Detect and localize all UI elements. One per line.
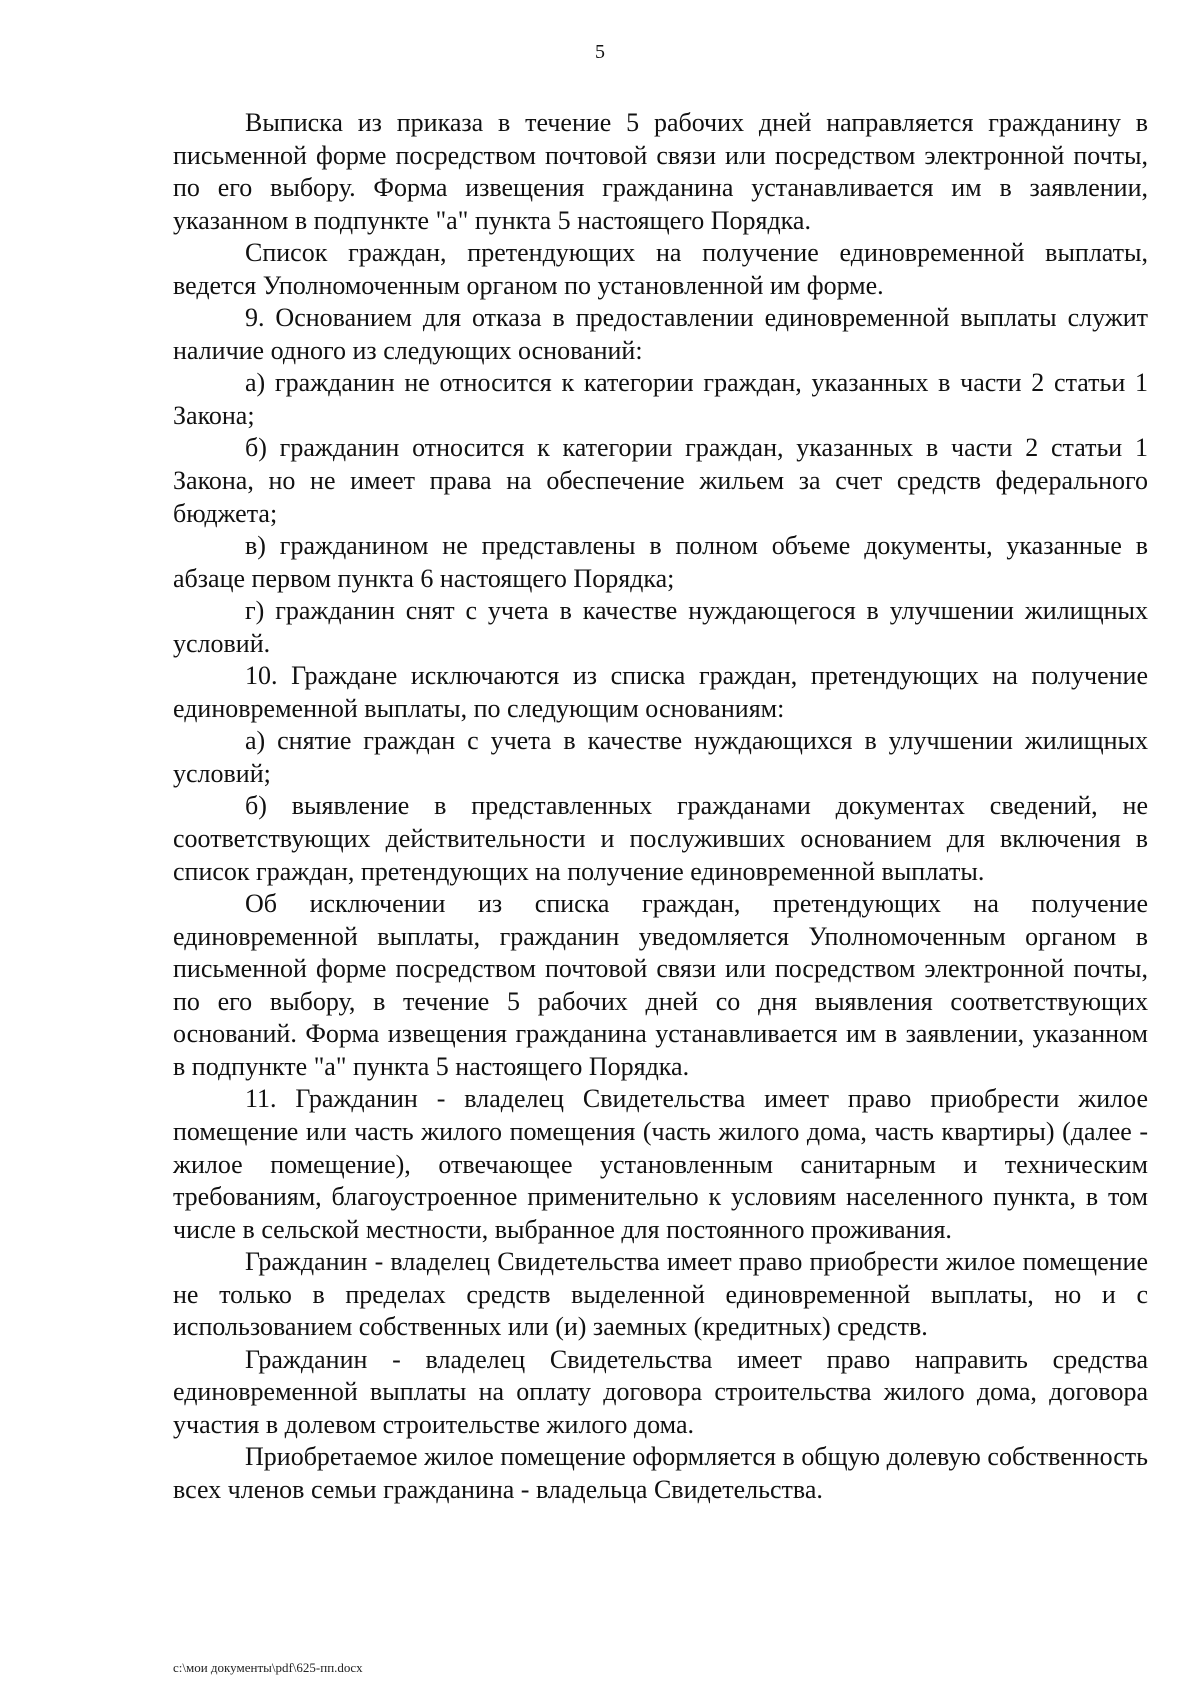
document-body [173,107,1148,1507]
page-number: 5 [595,41,605,63]
paragraph-item-9b: б) гражданин относится к категории граждан, указанных в части 2 статьи 1 Закона, но не имеет права на обеспечение жильем за счет средств федерального бюджета; [173,433,1148,528]
paragraph-item-9: 9. Основанием для отказа в предоставлении единовременной выплаты служит наличие одного из следующих оснований: [173,303,1148,365]
paragraph-exclusion-notice: Об исключении из списка граждан, претендующих на получение единовременной выплаты, гражданин уведомляется Уполномоченным органом в письменной форме посредством почтовой связи или посредством электронной почты, по его выбору, в течение 5 рабочих дней со дня выявления соответствующих оснований. Форма извещения гражданина устанавливается им в заявлении, указанном в подпункте "а" пункта 5 настоящего Порядка. [173,889,1148,1081]
paragraph-list-maintenance: Список граждан, претендующих на получение единовременной выплаты, ведется Уполномоченным органом по установленной им форме. [173,238,1148,300]
paragraph-construction-contract: Гражданин - владелец Свидетельства имеет право направить средства единовременной выплаты на оплату договора строительства жилого дома, договора участия в долевом строительстве жилого дома. [173,1344,1148,1439]
paragraph-item-9a: а) гражданин не относится к категории граждан, указанных в части 2 статьи 1 Закона; [173,368,1148,430]
paragraph-item-11: 11. Гражданин - владелец Свидетельства имеет право приобрести жилое помещение или часть жилого помещения (часть жилого дома, часть квартиры) (далее - жилое помещение), отвечающее установленным санитарным и техническим требованиям, благоустроенное применительно к условиям населенного пункта, в том числе в сельской местности, выбранное для постоянного проживания. [173,1084,1148,1244]
paragraph-shared-ownership: Приобретаемое жилое помещение оформляется в общую долевую собственность всех членов семьи гражданина - владельца Свидетельства. [173,1442,1148,1504]
paragraph-item-10: 10. Граждане исключаются из списка граждан, претендующих на получение единовременной выплаты, по следующим основаниям: [173,661,1148,723]
paragraph-item-9g: г) гражданин снят с учета в качестве нуждающегося в улучшении жилищных условий. [173,596,1148,658]
paragraph-extract-notice: Выписка из приказа в течение 5 рабочих дней направляется гражданину в письменной форме посредством почтовой связи или посредством электронной почты, по его выбору. Форма извещения гражданина устанавливается им в заявлении, указанном в подпункте "а" пункта 5 настоящего Порядка. [173,108,1148,235]
paragraph-item-9v: в) гражданином не представлены в полном объеме документы, указанные в абзаце первом пункта 6 настоящего Порядка; [173,531,1148,593]
paragraph-item-10b: б) выявление в представленных гражданами документах сведений, не соответствующих действительности и послуживших основанием для включения в список граждан, претендующих на получение единовременной выплаты. [173,791,1148,886]
paragraph-item-10a: а) снятие граждан с учета в качестве нуждающихся в улучшении жилищных условий; [173,726,1148,788]
footer-file-path: c:\мои документы\pdf\625-пп.docx [173,1660,363,1675]
paragraph-own-funds: Гражданин - владелец Свидетельства имеет право приобрести жилое помещение не только в пределах средств выделенной единовременной выплаты, но и с использованием собственных или (и) заемных (кредитных) средств. [173,1247,1148,1342]
